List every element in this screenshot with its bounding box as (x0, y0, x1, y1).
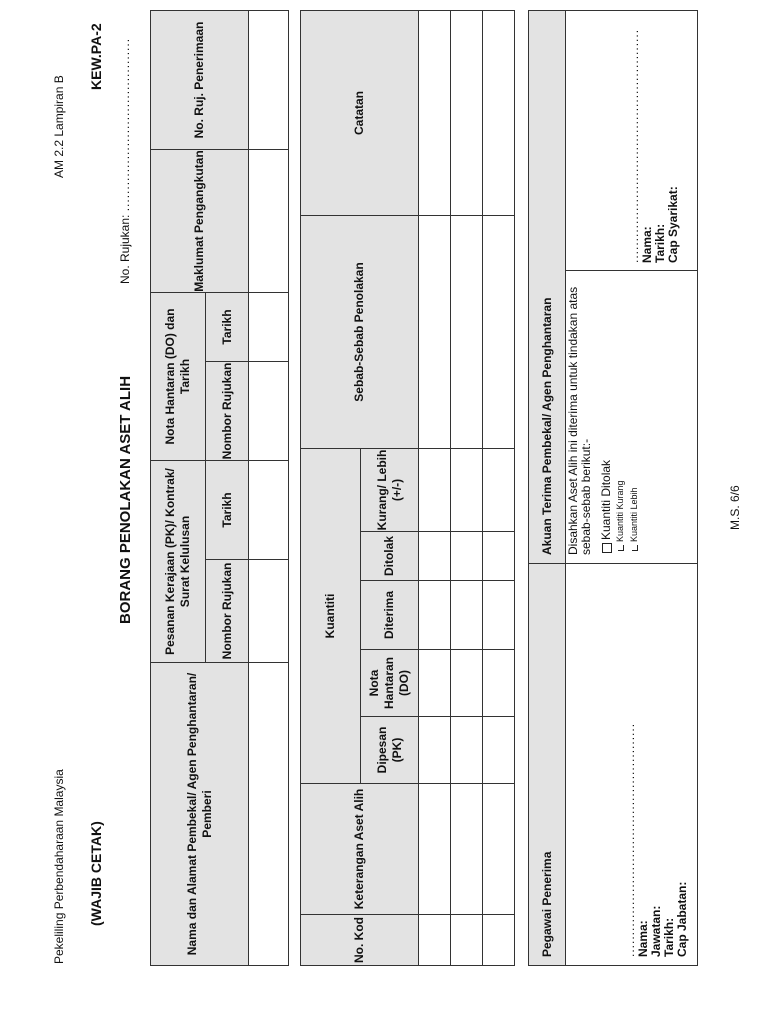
description-cell[interactable] (451, 784, 483, 915)
rejected-cell[interactable] (483, 532, 515, 581)
supplier-name-label: Nama: (640, 226, 654, 263)
rejected-cell[interactable] (451, 532, 483, 581)
delivery-cell[interactable] (451, 650, 483, 717)
reference-label: No. Rujukan: (118, 211, 132, 284)
reasons-cell[interactable] (419, 216, 451, 449)
col-description: Keterangan Aset Alih (301, 784, 419, 915)
code-cell[interactable] (451, 915, 483, 966)
col-order: Pesanan Kerajaan (PK)/ Kontrak/ Surat Kelulusan (151, 461, 206, 663)
ordered-cell[interactable] (419, 717, 451, 784)
do-date-cell[interactable] (249, 293, 289, 362)
table-row (451, 11, 483, 966)
publisher-text: Pekeliling Perbendaharaan Malaysia (52, 769, 66, 964)
description-cell[interactable] (483, 784, 515, 915)
option-label: Kuantiti Ditolak (599, 459, 613, 540)
transport-cell[interactable] (249, 150, 289, 293)
col-transport: Maklumat Pengangkutan (151, 150, 249, 293)
delivery-cell[interactable] (483, 650, 515, 717)
officer-signature-line[interactable]: ...................................................... (623, 722, 637, 957)
officer-name-label: Nama: (636, 920, 650, 957)
option-label: Kuantiti Lebih (629, 487, 639, 542)
officer-date-label: Tarikh: (662, 917, 676, 957)
checkbox-icon[interactable] (602, 543, 612, 553)
order-ref-cell[interactable] (249, 560, 289, 663)
col-notes: Catatan (301, 11, 419, 216)
ordered-cell[interactable] (451, 717, 483, 784)
code-cell[interactable] (483, 915, 515, 966)
page-number: M.S. 6/6 (728, 485, 742, 530)
col-delivery-note: Nota Hantaran (DO) (361, 650, 419, 717)
notes-cell[interactable] (451, 11, 483, 216)
supplier-date-label: Tarikh: (653, 223, 667, 263)
notes-cell[interactable] (419, 11, 451, 216)
supplier-table (150, 10, 289, 966)
supplier-cell[interactable] (249, 663, 289, 966)
col-order-date: Tarikh (206, 461, 249, 560)
asset-table (300, 10, 515, 966)
description-cell[interactable] (419, 784, 451, 915)
signature-section (528, 10, 698, 966)
option-quantity-short[interactable] (615, 480, 625, 551)
page-title: BORANG PENOLAKAN ASET ALIH (117, 375, 134, 624)
receipt-cell[interactable] (249, 11, 289, 150)
rejected-cell[interactable] (419, 532, 451, 581)
difference-cell[interactable] (419, 449, 451, 532)
ordered-cell[interactable] (483, 717, 515, 784)
received-cell[interactable] (451, 581, 483, 650)
col-receipt: No. Ruj. Penerimaan (151, 11, 249, 150)
difference-cell[interactable] (451, 449, 483, 532)
difference-cell[interactable] (483, 449, 515, 532)
option-quantity-excess[interactable] (629, 487, 639, 551)
col-do-ref: Nombor Rujukan (206, 362, 249, 461)
col-rejected: Ditolak (361, 532, 419, 581)
reference-field[interactable] (118, 38, 132, 284)
col-do-date: Tarikh (206, 293, 249, 362)
option-quantity-rejected[interactable] (599, 460, 613, 553)
delivery-cell[interactable] (419, 650, 451, 717)
ack-statement: Disahkan Aset Alih ini diterima untuk tindakan atas sebab-sebab berikut:- (566, 286, 593, 555)
officer-position-label: Jawatan: (649, 905, 663, 957)
reasons-cell[interactable] (451, 216, 483, 449)
col-code: No. Kod (301, 915, 419, 966)
supplier-stamp-label: Cap Syarikat: (666, 186, 680, 263)
col-ordered: Dipesan (PK) (361, 717, 419, 784)
table-row (419, 11, 451, 966)
receiving-officer-heading: Pegawai Penerima (540, 851, 554, 957)
checkbox-icon[interactable] (618, 545, 624, 551)
supplier-signature-line[interactable]: ...................................................... (627, 28, 641, 263)
col-difference: Kurang/ Lebih (+/-) (361, 449, 419, 532)
received-cell[interactable] (483, 581, 515, 650)
reference-dots: ........................................ (118, 37, 132, 212)
officer-stamp-label: Cap Jabatan: (675, 881, 689, 957)
order-date-cell[interactable] (249, 461, 289, 560)
reasons-cell[interactable] (483, 216, 515, 449)
col-supplier: Nama dan Alamat Pembekal/ Agen Penghantaran/ Pemberi (151, 663, 249, 966)
code-cell[interactable] (419, 915, 451, 966)
received-cell[interactable] (419, 581, 451, 650)
notes-cell[interactable] (483, 11, 515, 216)
col-order-ref: Nombor Rujukan (206, 560, 249, 663)
col-received: Diterima (361, 581, 419, 650)
appendix-text: AM 2.2 Lampiran B (52, 75, 66, 178)
mandatory-print-label: (WAJIB CETAK) (88, 821, 104, 926)
col-do: Nota Hantaran (DO) dan Tarikh (151, 293, 206, 461)
form-code: KEW.PA-2 (88, 23, 104, 90)
do-ref-cell[interactable] (249, 362, 289, 461)
option-label: Kuantiti Kurang (615, 480, 625, 542)
table-row (483, 11, 515, 966)
group-quantity: Kuantiti (301, 449, 361, 784)
col-reasons: Sebab-Sebab Penolakan (301, 216, 419, 449)
supplier-ack-heading: Akuan Terima Pembekal/ Agen Penghantaran (540, 297, 554, 555)
checkbox-icon[interactable] (632, 545, 638, 551)
